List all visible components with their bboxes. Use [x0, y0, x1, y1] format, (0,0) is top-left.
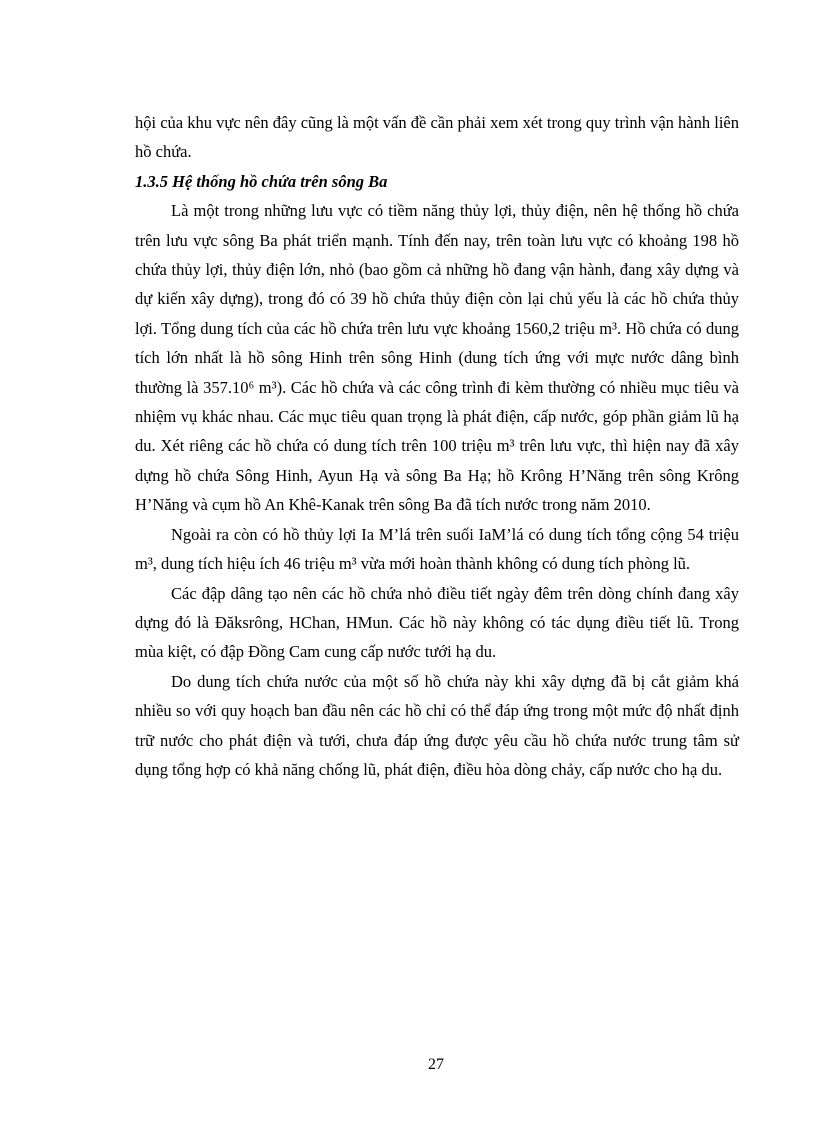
paragraph-capacity: Do dung tích chứa nước của một số hồ chứa này khi xây dựng đã bị cắt giảm khá nhiều so với quy hoạch ban đầu nên các hồ chỉ có thể đáp ứng trong một mức độ nhất định trữ nước cho phát điện và tưới, chưa đáp ứng được yêu cầu hồ chứa nước trung tâm sử dụng tổng hợp có khả năng chống lũ, phát điện, điều hòa dòng chảy, cấp nước cho hạ du. — [135, 671, 739, 779]
paragraph-continuation: hội của khu vực nên đây cũng là một vấn đề cần phải xem xét trong quy trình vận hành liên hồ chứa. — [135, 113, 739, 162]
page-body — [135, 108, 739, 784]
section-heading: 1.3.5 Hệ thống hồ chứa trên sông Ba — [135, 171, 388, 191]
paragraph-overview: Là một trong những lưu vực có tiềm năng thủy lợi, thủy điện, nên hệ thống hồ chứa trên lưu vực sông Ba phát triển mạnh. Tính đến nay, trên toàn lưu vực có khoảng 198 hồ chứa thủy lợi, thủy điện lớn, nhỏ (bao gồm cả những hồ đang vận hành, đang xây dựng và dự kiến xây dựng), trong đó có 39 hồ chứa thủy điện còn lại chủ yếu là các hồ chứa thủy lợi. Tổng dung tích của các hồ chứa trên lưu vực khoảng 1560,2 triệu m³. Hồ chứa có dung tích lớn nhất là hồ sông Hinh trên sông Hinh (dung tích ứng với mực nước dâng bình thường là 357.10⁶ m³). Các hồ chứa và các công trình đi kèm thường có nhiều mục tiêu và nhiệm vụ khác nhau. Các mục tiêu quan trọng là phát điện, cấp nước, góp phần giảm lũ hạ du. Xét riêng các hồ chứa có dung tích trên 100 triệu m³ trên lưu vực, thì hiện nay đã xây dựng hồ chứa Sông Hinh, Ayun Hạ và sông Ba Hạ; hồ Krông H’Năng trên sông Krông H’Năng và cụm hồ An Khê-Kanak trên sông Ba đã tích nước trong năm 2010. — [135, 201, 739, 515]
paragraph-weirs: Các đập dâng tạo nên các hồ chứa nhỏ điều tiết ngày đêm trên dòng chính đang xây dựng đó là Đăksrông, HChan, HMun. Các hồ này không có tác dụng điều tiết lũ. Trong mùa kiệt, có đập Đồng Cam cung cấp nước tưới hạ du. — [135, 583, 739, 662]
page-number: 27 — [428, 1056, 444, 1073]
paragraph-ia-mla: Ngoài ra còn có hồ thủy lợi Ia M’lá trên suối IaM’lá có dung tích tổng cộng 54 triệu m³, dung tích hiệu ích 46 triệu m³ vừa mới hoàn thành không có dung tích phòng lũ. — [135, 524, 739, 574]
